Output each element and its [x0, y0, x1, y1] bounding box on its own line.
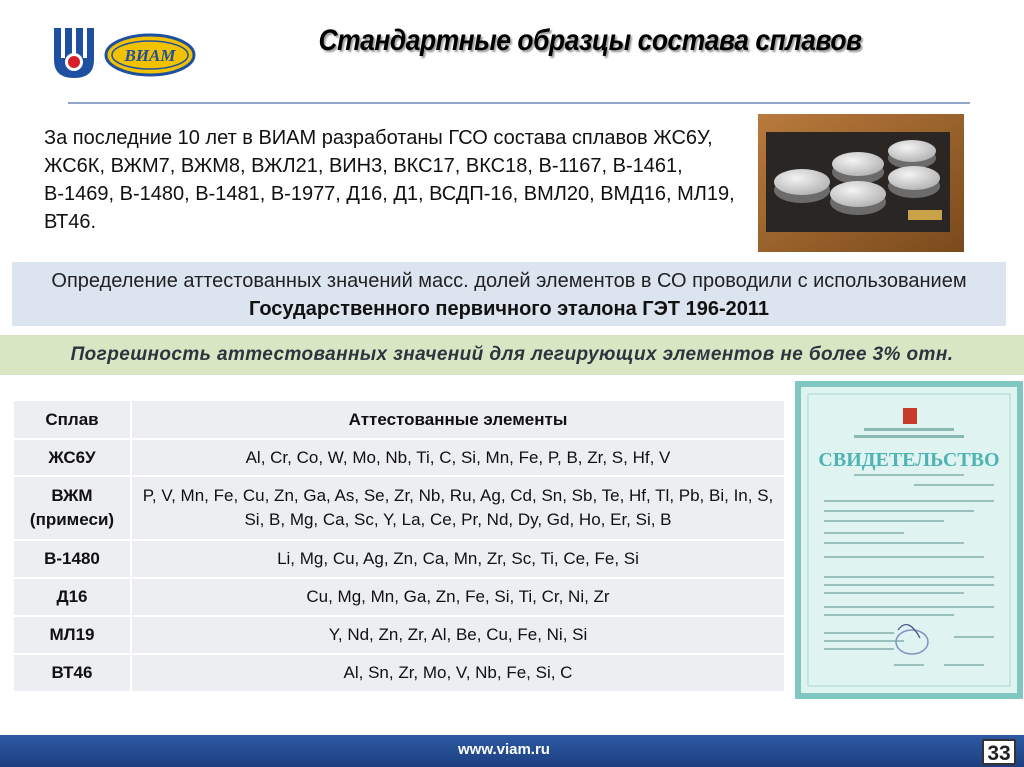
alloy-cell: ЖС6У — [13, 439, 131, 476]
alloy-cell: ВТ46 — [13, 654, 131, 692]
table-row — [13, 439, 785, 476]
sample-box-photo — [758, 114, 964, 252]
page-title: Стандартные образцы состава сплавов — [318, 24, 862, 57]
viam-logo — [104, 32, 196, 78]
table-row — [13, 654, 785, 692]
viam-logo-text: ВИАМ — [124, 46, 176, 65]
certificate-image — [794, 380, 1024, 700]
elements-cell: Li, Mg, Cu, Ag, Zn, Ca, Mn, Zr, Sc, Ti, Ce, Fe, Si — [131, 540, 785, 578]
alloy-cell: Д16 — [13, 578, 131, 616]
elements-cell: Al, Sn, Zr, Mo, V, Nb, Fe, Si, C — [131, 654, 785, 692]
table-row — [13, 540, 785, 578]
table-header-row — [13, 400, 785, 439]
column-header-alloy: Сплав — [13, 400, 131, 439]
alloy-cell: МЛ19 — [13, 616, 131, 654]
website-link[interactable]: www.viam.ru — [458, 741, 550, 758]
column-header-elements: Аттестованные элементы — [131, 400, 785, 439]
table-row — [13, 616, 785, 654]
elements-cell: Cu, Mg, Mn, Ga, Zn, Fe, Si, Ti, Cr, Ni, Zr — [131, 578, 785, 616]
method-standard: Государственного первичного эталона ГЭТ 196-2011 — [249, 298, 769, 320]
table-row — [13, 578, 785, 616]
method-text: Определение аттестованных значений масс. долей элементов в СО проводили с использованием — [51, 270, 967, 292]
alloy-cell: ВЖМ (примеси) — [13, 476, 131, 540]
page-number: 33 — [982, 739, 1016, 765]
intro-text: За последние 10 лет в ВИАМ разработаны ГСО состава сплавов ЖС6У, ЖС6К, ВЖМ7, ВЖМ8, ВЖЛ21, ВИН3, ВКС17, ВКС18, В-1167, В-1461, В-1469, В-1480, В-1481, В-1977, Д16, Д1, ВСДП-16, ВМЛ20, ВМД16, МЛ19, ВТ46. — [44, 127, 735, 233]
elements-cell: Al, Cr, Co, W, Mo, Nb, Ti, C, Si, Mn, Fe, P, B, Zr, S, Hf, V — [131, 439, 785, 476]
method-note — [12, 262, 1006, 326]
table-row — [13, 476, 785, 540]
error-banner: Погрешность аттестованных значений для легирующих элементов не более 3% отн. — [0, 335, 1024, 375]
footer-bar — [0, 735, 1024, 767]
alloy-cell: В-1480 — [13, 540, 131, 578]
alloys-table — [12, 399, 786, 693]
vniiofi-logo — [52, 26, 96, 80]
elements-cell: Y, Nd, Zn, Zr, Al, Be, Cu, Fe, Ni, Si — [131, 616, 785, 654]
elements-cell: P, V, Mn, Fe, Cu, Zn, Ga, As, Se, Zr, Nb, Ru, Ag, Cd, Sn, Sb, Te, Hf, Tl, Pb, Bi, In, S, Si, B, Mg, Ca, Sc, Y, La, Ce, Pr, Nd, Dy, Gd, Ho, Er, Si, B — [131, 476, 785, 540]
certificate-heading: СВИДЕТЕЛЬСТВО — [818, 449, 1000, 471]
title-divider — [68, 102, 970, 104]
